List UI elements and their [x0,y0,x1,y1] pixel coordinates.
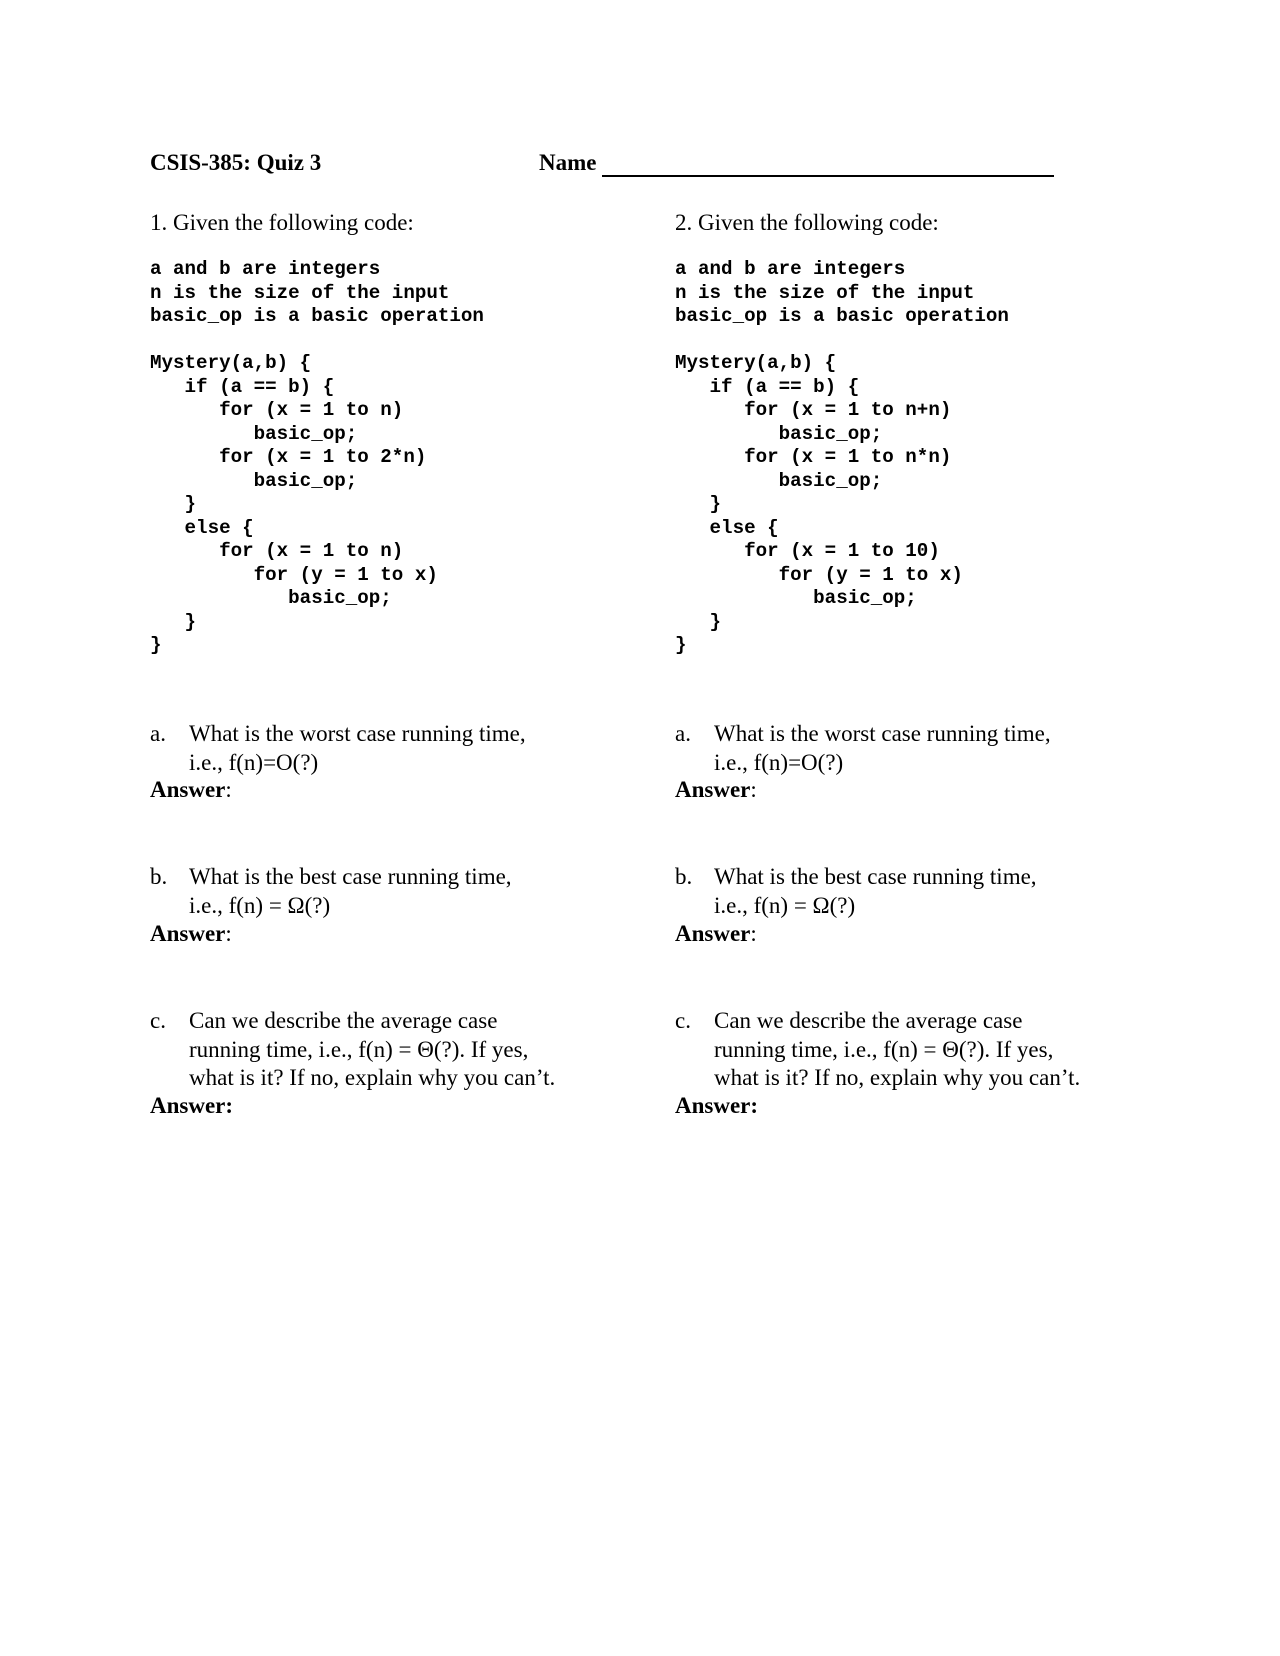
code-line: } [675,493,722,515]
part-text-line: Can we describe the average case [714,1008,1023,1033]
part-text-line: i.e., f(n)=O(?) [189,749,319,775]
code-line: Mystery(a,b) { [675,352,837,374]
part-text-line: What is the worst case running time, [189,721,526,746]
part-text-line: i.e., f(n)=O(?) [714,749,844,775]
code-line: basic_op; [150,422,358,445]
code-line: for (x = 1 to 10) [675,540,940,562]
code-line: else { [150,516,254,539]
code-line: } [150,634,162,656]
code-line: for (x = 1 to 2*n) [150,446,427,468]
part-letter: c. [150,1008,166,1033]
code-line: for (x = 1 to n+n) [675,399,952,421]
part-text-line: what is it? If no, explain why you can’t. [714,1065,1081,1090]
answer-label: Answer: [675,1093,759,1118]
code-line: basic_op; [675,469,883,492]
part-text-line: running time, i.e., f(n) = Θ(?). If yes, [714,1036,1054,1062]
code-line: } [675,634,687,656]
part-letter: b. [150,864,168,889]
code-line: if (a == b) { [150,375,335,398]
name-blank-line [602,175,1054,177]
code-line: basic_op is a basic operation [675,305,1009,327]
code-line: for (y = 1 to x) [150,563,438,586]
part-c [150,1007,630,1093]
code-line: basic_op is a basic operation [150,305,484,327]
answer-label: Answer: [150,1093,234,1118]
part-a [675,720,1155,777]
code-line: } [150,493,197,515]
code-block [150,258,620,658]
part-a [150,720,630,777]
code-line: a and b are integers [150,258,381,280]
part-text-line: Can we describe the average case [189,1008,498,1033]
code-line: n is the size of the input [150,281,450,304]
part-text-line: i.e., f(n) = Ω(?) [714,892,856,918]
answer-label: Answer: [675,921,757,946]
code-line: Mystery(a,b) { [150,352,312,374]
name-label: Name [539,150,597,175]
code-line: } [150,610,197,633]
part-text-line: running time, i.e., f(n) = Θ(?). If yes, [189,1036,529,1062]
code-line: else { [675,516,779,539]
code-line: a and b are integers [675,258,906,280]
code-line: if (a == b) { [675,375,860,398]
part-letter: a. [150,721,166,746]
code-line: for (x = 1 to n) [150,540,404,562]
code-line: for (x = 1 to n*n) [675,446,952,468]
code-line: basic_op; [150,469,358,492]
answer-label: Answer: [675,777,757,802]
part-text-line: what is it? If no, explain why you can’t. [189,1065,556,1090]
code-line: basic_op; [675,422,883,445]
question-title: 2. Given the following code: [675,210,939,235]
question-title: 1. Given the following code: [150,210,414,235]
quiz-title: CSIS-385: Quiz 3 [150,150,322,175]
question-1 [150,208,620,1118]
part-b [675,863,1155,920]
part-c [675,1007,1155,1093]
code-line: for (y = 1 to x) [675,563,963,586]
part-text-line: What is the worst case running time, [714,721,1051,746]
part-letter: a. [675,721,691,746]
question-2 [675,208,1145,1118]
part-text-line: What is the best case running time, [189,864,512,889]
code-line: } [675,610,722,633]
answer-label: Answer: [150,921,232,946]
part-letter: c. [675,1008,691,1033]
code-line: n is the size of the input [675,281,975,304]
part-b [150,863,630,920]
answer-label: Answer: [150,777,232,802]
code-line: for (x = 1 to n) [150,399,404,421]
part-text-line: i.e., f(n) = Ω(?) [189,892,331,918]
part-letter: b. [675,864,693,889]
part-text-line: What is the best case running time, [714,864,1037,889]
code-line: basic_op; [675,587,917,609]
code-block [675,258,1145,658]
code-line: basic_op; [150,587,392,609]
